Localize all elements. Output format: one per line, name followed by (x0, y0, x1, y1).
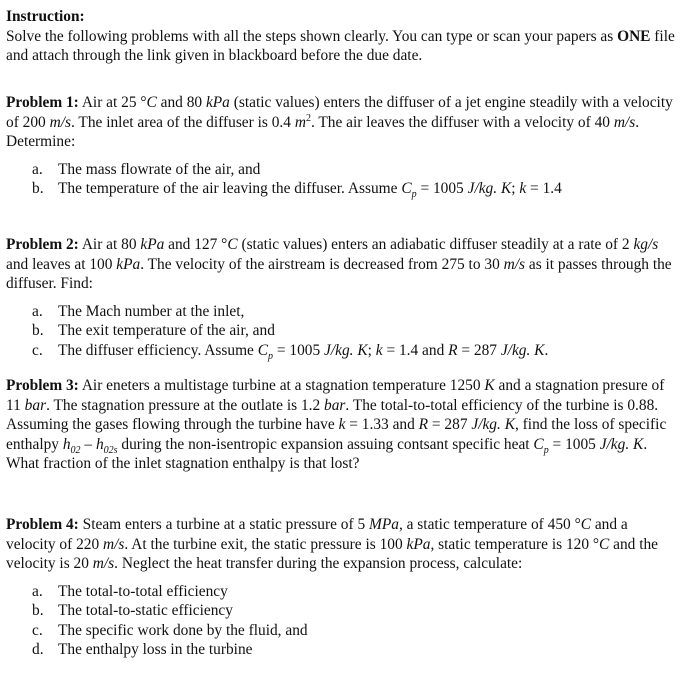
problem-label: Problem 2: (6, 236, 79, 253)
problem-label: Problem 4: (6, 516, 79, 533)
problem-1 (6, 93, 676, 199)
list-item: c. The diffuser efficiency. Assume $C_p = 1005$ J/kg. K; k = 1.4 and R = 287 J/kg. K. (32, 341, 549, 362)
problem-body: Steam enters a turbine at a static pressure of 5 MPa, a static temperature of 450 °C and a velocity of 220 m/s. At the turbine exit, the static pressure is 100 kPa, static temperature is 120 °C and the velocity is 20 m/s. Neglect the heat transfer during the expansion process, calculate: (6, 516, 659, 572)
problem-2-list (6, 302, 676, 361)
instruction-section (6, 7, 676, 66)
list-item: a. The Mach number at the inlet, (32, 302, 245, 320)
problem-body: Air at 25 °C and 80 kPa (static values) enters the diffuser of a jet engine steadily with a velocity of 200 m/s. The inlet area of the diffuser is 0.4 $m^2$. The air leaves the diffuser with a velocity of 40 m/s. Determine: (6, 94, 673, 150)
list-item: b. The exit temperature of the air, and (32, 322, 275, 339)
problem-4 (6, 515, 676, 660)
list-item: a. The mass flowrate of the air, and (32, 160, 261, 178)
problem-2 (6, 235, 676, 360)
list-item: c. The specific work done by the fluid, and (32, 621, 308, 639)
list-item: b. The temperature of the air leaving the diffuser. Assume $C_p = 1005$ J/kg. K; k = 1.4 (32, 180, 562, 201)
list-item: d. The enthalpy loss in the turbine (32, 641, 253, 658)
problem-body: Air at 80 kPa and 127 °C (static values) enters an adiabatic diffuser steadily at a rate of 2 kg/s and leaves at 100 kPa. The velocity of the airstream is decreased from 275 to 30 m/s as it passes through the diffuser. Find: (6, 236, 672, 292)
instruction-heading: Instruction: (6, 8, 85, 25)
problem-1-list (6, 160, 676, 199)
problem-label: Problem 1: (6, 94, 79, 111)
problem-3 (6, 376, 676, 474)
problem-body: Air eneters a multistage turbine at a stagnation temperature 1250 K and a stagnation presure of 11 bar. The stagnation pressure at the outlate is 1.2 bar. The total-to-total efficiency of the turbine is 0.88. Assuming the gases flowing through the turbine have k = 1.33 and R = 287 J/kg. K, find the loss of specific enthalpy $h_{02} - h_{02s}$ during the non-isentropic expansion assuing contsant specific heat $C_p = 1005$ J/kg. K. What fraction of the inlet stagnation enthalpy is that lost? (6, 377, 667, 472)
instruction-text: Solve the following problems with all the steps shown clearly. You can type or scan your papers as ONE file and attach through the link given in blackboard before the due date. (6, 27, 675, 64)
list-item: b. The total-to-static efficiency (32, 602, 233, 619)
problem-label: Problem 3: (6, 377, 79, 394)
list-item: a. The total-to-total efficiency (32, 582, 228, 600)
problem-4-list (6, 582, 676, 660)
